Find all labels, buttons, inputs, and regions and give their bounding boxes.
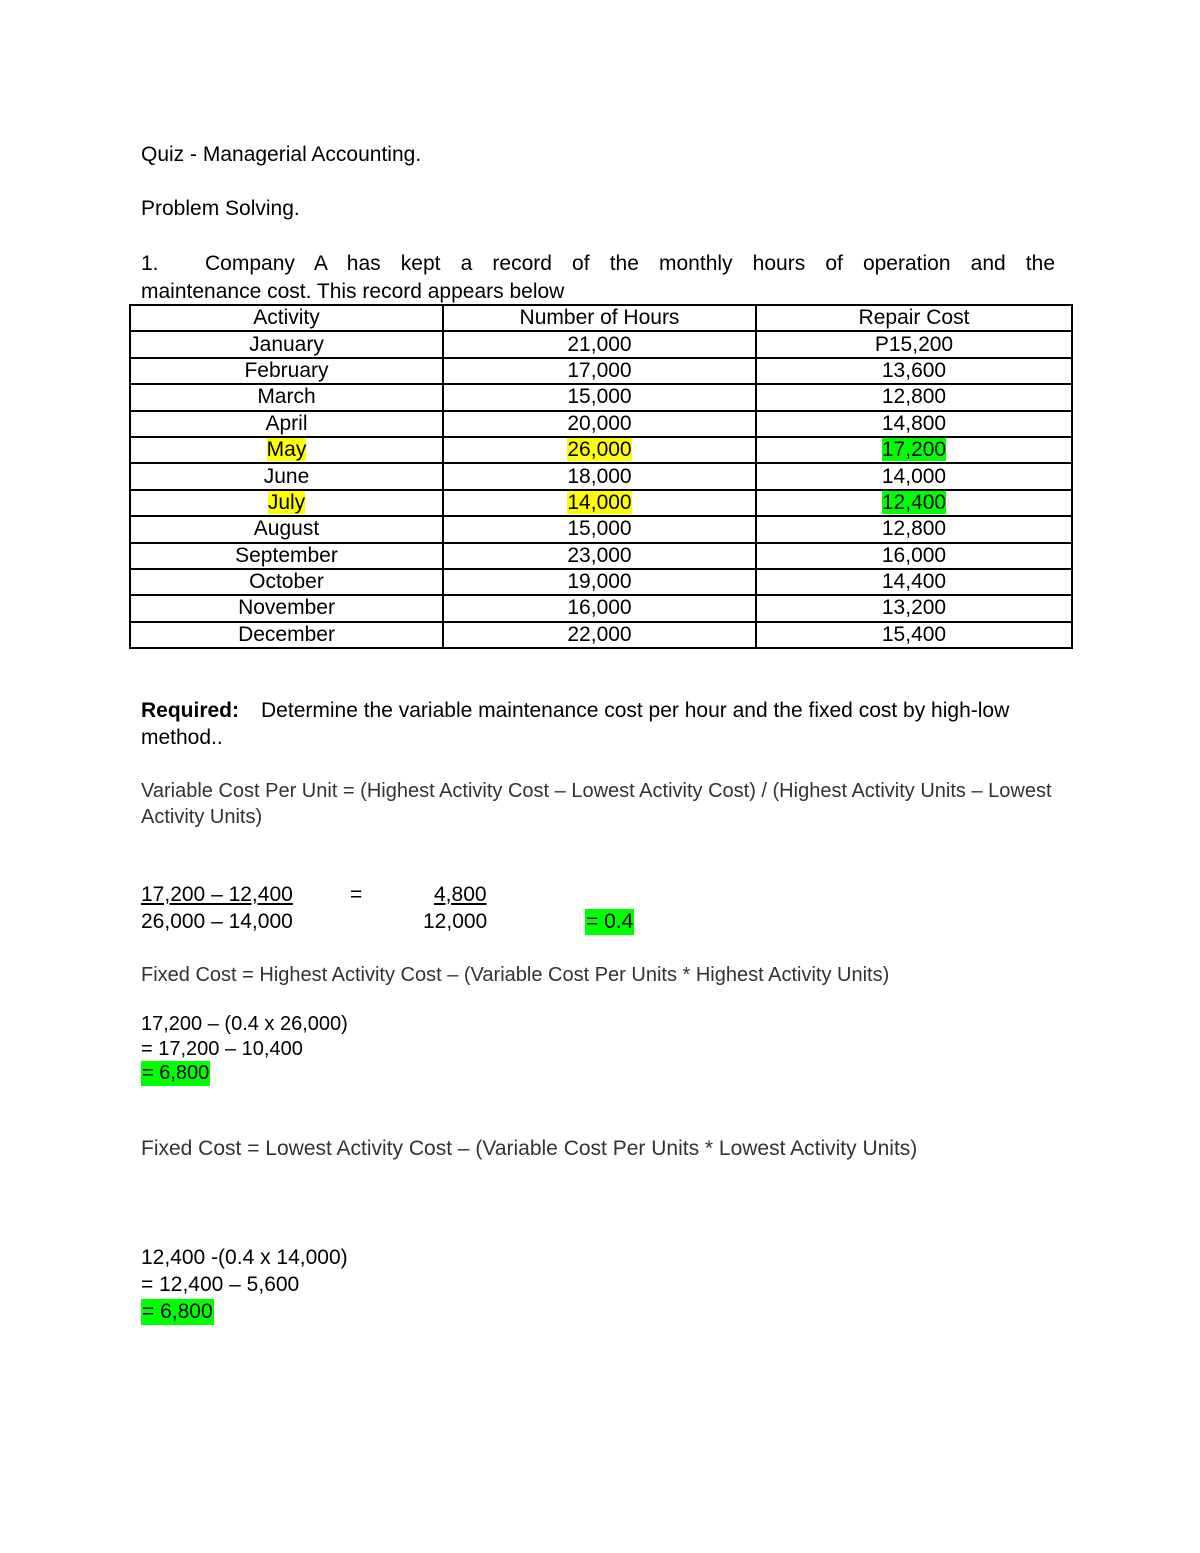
variable-cost-formula: Variable Cost Per Unit = (Highest Activity Cost – Lowest Activity Cost) / (Highest Activity Units – Lowest Activity Units) xyxy=(141,780,1052,828)
cell-cost xyxy=(756,331,1072,357)
cell-cost xyxy=(756,411,1072,437)
cell-month-text: February xyxy=(244,358,329,382)
cell-cost-text: 17,200 xyxy=(881,438,947,462)
required-section xyxy=(141,697,1041,751)
cell-month-text: April xyxy=(265,411,308,435)
cell-hours-text: 17,000 xyxy=(567,358,632,382)
cell-hours-text: 20,000 xyxy=(567,411,632,435)
fixed-low-formula: Fixed Cost = Lowest Activity Cost – (Variable Cost Per Units * Lowest Activity Units) xyxy=(141,1137,918,1160)
cell-hours-text: 23,000 xyxy=(567,543,632,567)
cell-month xyxy=(130,358,443,384)
problem-line-2: maintenance cost. This record appears below xyxy=(141,280,565,303)
cell-month-text: June xyxy=(263,464,310,488)
cell-cost xyxy=(756,569,1072,595)
cell-month-text: May xyxy=(266,438,307,462)
cell-hours-text: 21,000 xyxy=(567,332,632,356)
cell-month-text: September xyxy=(235,543,338,567)
problem-line-1 xyxy=(141,250,1055,278)
cell-month-text: January xyxy=(249,332,324,356)
cell-hours xyxy=(443,543,756,569)
cell-hours-text: 14,000 xyxy=(567,490,632,514)
cell-hours xyxy=(443,358,756,384)
fixed-high-step2: = 17,200 – 10,400 xyxy=(141,1038,303,1060)
cell-cost xyxy=(756,358,1072,384)
cell-month xyxy=(130,490,443,516)
cell-hours-text: 18,000 xyxy=(567,464,632,488)
section-heading: Problem Solving. xyxy=(141,197,300,220)
cell-cost-text: 12,400 xyxy=(881,490,947,514)
cell-month xyxy=(130,384,443,410)
cell-hours-text: 15,000 xyxy=(567,385,632,409)
cell-month xyxy=(130,411,443,437)
cell-hours xyxy=(443,411,756,437)
cell-cost xyxy=(756,437,1072,463)
table-row xyxy=(130,411,1072,437)
cell-cost xyxy=(756,516,1072,542)
cell-cost xyxy=(756,622,1072,648)
cell-month xyxy=(130,543,443,569)
table-row xyxy=(130,595,1072,621)
cell-hours xyxy=(443,463,756,489)
table-row xyxy=(130,622,1072,648)
vc-equals: = xyxy=(350,883,363,906)
vc-numerator: 17,200 – 12,400 xyxy=(141,883,293,906)
cell-month-text: October xyxy=(249,570,324,594)
cell-cost xyxy=(756,463,1072,489)
cell-cost-text: 12,800 xyxy=(881,385,947,409)
cell-cost-text: 12,800 xyxy=(881,517,947,541)
table-header-row xyxy=(130,305,1072,331)
cell-cost-text: 13,600 xyxy=(881,358,947,382)
cell-month xyxy=(130,516,443,542)
table-row xyxy=(130,437,1072,463)
table-row xyxy=(130,569,1072,595)
required-text: Determine the variable maintenance cost per hour and the fixed cost by high-low method.. xyxy=(141,699,1010,749)
cell-hours xyxy=(443,490,756,516)
cell-month-text: August xyxy=(253,517,320,541)
cell-cost xyxy=(756,384,1072,410)
table-row xyxy=(130,384,1072,410)
cell-cost-text: 15,400 xyxy=(881,622,947,646)
header-hours: Number of Hours xyxy=(443,305,756,331)
cell-hours-text: 26,000 xyxy=(567,438,632,462)
cell-month xyxy=(130,437,443,463)
fixed-high-step1: 17,200 – (0.4 x 26,000) xyxy=(141,1013,348,1035)
vc-answer: = 0.4 xyxy=(586,910,634,933)
cell-cost-text: 14,400 xyxy=(881,570,947,594)
cell-month xyxy=(130,463,443,489)
cell-cost-text: 16,000 xyxy=(881,543,947,567)
vc-denominator: 26,000 – 14,000 xyxy=(141,910,293,933)
cell-hours-text: 19,000 xyxy=(567,570,632,594)
cell-month xyxy=(130,331,443,357)
fixed-high-formula: Fixed Cost = Highest Activity Cost – (Variable Cost Per Units * Highest Activity Units) xyxy=(141,964,890,986)
fixed-low-step1: 12,400 -(0.4 x 14,000) xyxy=(141,1246,348,1269)
fixed-low-answer: = 6,800 xyxy=(142,1300,213,1323)
problem-number: 1. xyxy=(141,252,159,275)
table-row xyxy=(130,463,1072,489)
vc-denominator-result: 12,000 xyxy=(423,910,488,933)
problem-line-1-text: Company A has kept a record of the monthly hours of operation and the xyxy=(205,252,1055,275)
cell-month-text: March xyxy=(257,385,316,409)
fixed-low-step2: = 12,400 – 5,600 xyxy=(141,1273,300,1296)
table-row xyxy=(130,358,1072,384)
table-row xyxy=(130,490,1072,516)
vc-numerator-result: 4,800 xyxy=(434,883,487,906)
cell-hours xyxy=(443,569,756,595)
header-cost: Repair Cost xyxy=(756,305,1072,331)
cell-month xyxy=(130,622,443,648)
cell-hours xyxy=(443,622,756,648)
cell-cost xyxy=(756,595,1072,621)
fixed-high-answer: = 6,800 xyxy=(142,1062,210,1084)
cell-cost xyxy=(756,543,1072,569)
cell-cost xyxy=(756,490,1072,516)
table-row xyxy=(130,543,1072,569)
quiz-title: Quiz - Managerial Accounting. xyxy=(141,143,422,166)
problem-statement xyxy=(141,250,1055,306)
header-activity: Activity xyxy=(130,305,443,331)
cell-cost-text: 13,200 xyxy=(881,596,947,620)
cell-month-text: July xyxy=(267,490,306,514)
cell-cost-text: P15,200 xyxy=(874,332,954,356)
cell-cost-text: 14,000 xyxy=(881,464,947,488)
cell-hours-text: 22,000 xyxy=(567,622,632,646)
cell-month-text: December xyxy=(238,622,335,646)
cell-month xyxy=(130,569,443,595)
cell-month xyxy=(130,595,443,621)
cell-cost-text: 14,800 xyxy=(881,411,947,435)
cell-month-text: November xyxy=(238,596,335,620)
cell-hours-text: 16,000 xyxy=(567,596,632,620)
cell-hours xyxy=(443,384,756,410)
activity-table xyxy=(129,304,1073,649)
required-label: Required: xyxy=(141,699,240,722)
cell-hours xyxy=(443,516,756,542)
cell-hours xyxy=(443,595,756,621)
table-row xyxy=(130,516,1072,542)
cell-hours xyxy=(443,437,756,463)
cell-hours-text: 15,000 xyxy=(567,517,632,541)
table-row xyxy=(130,331,1072,357)
cell-hours xyxy=(443,331,756,357)
